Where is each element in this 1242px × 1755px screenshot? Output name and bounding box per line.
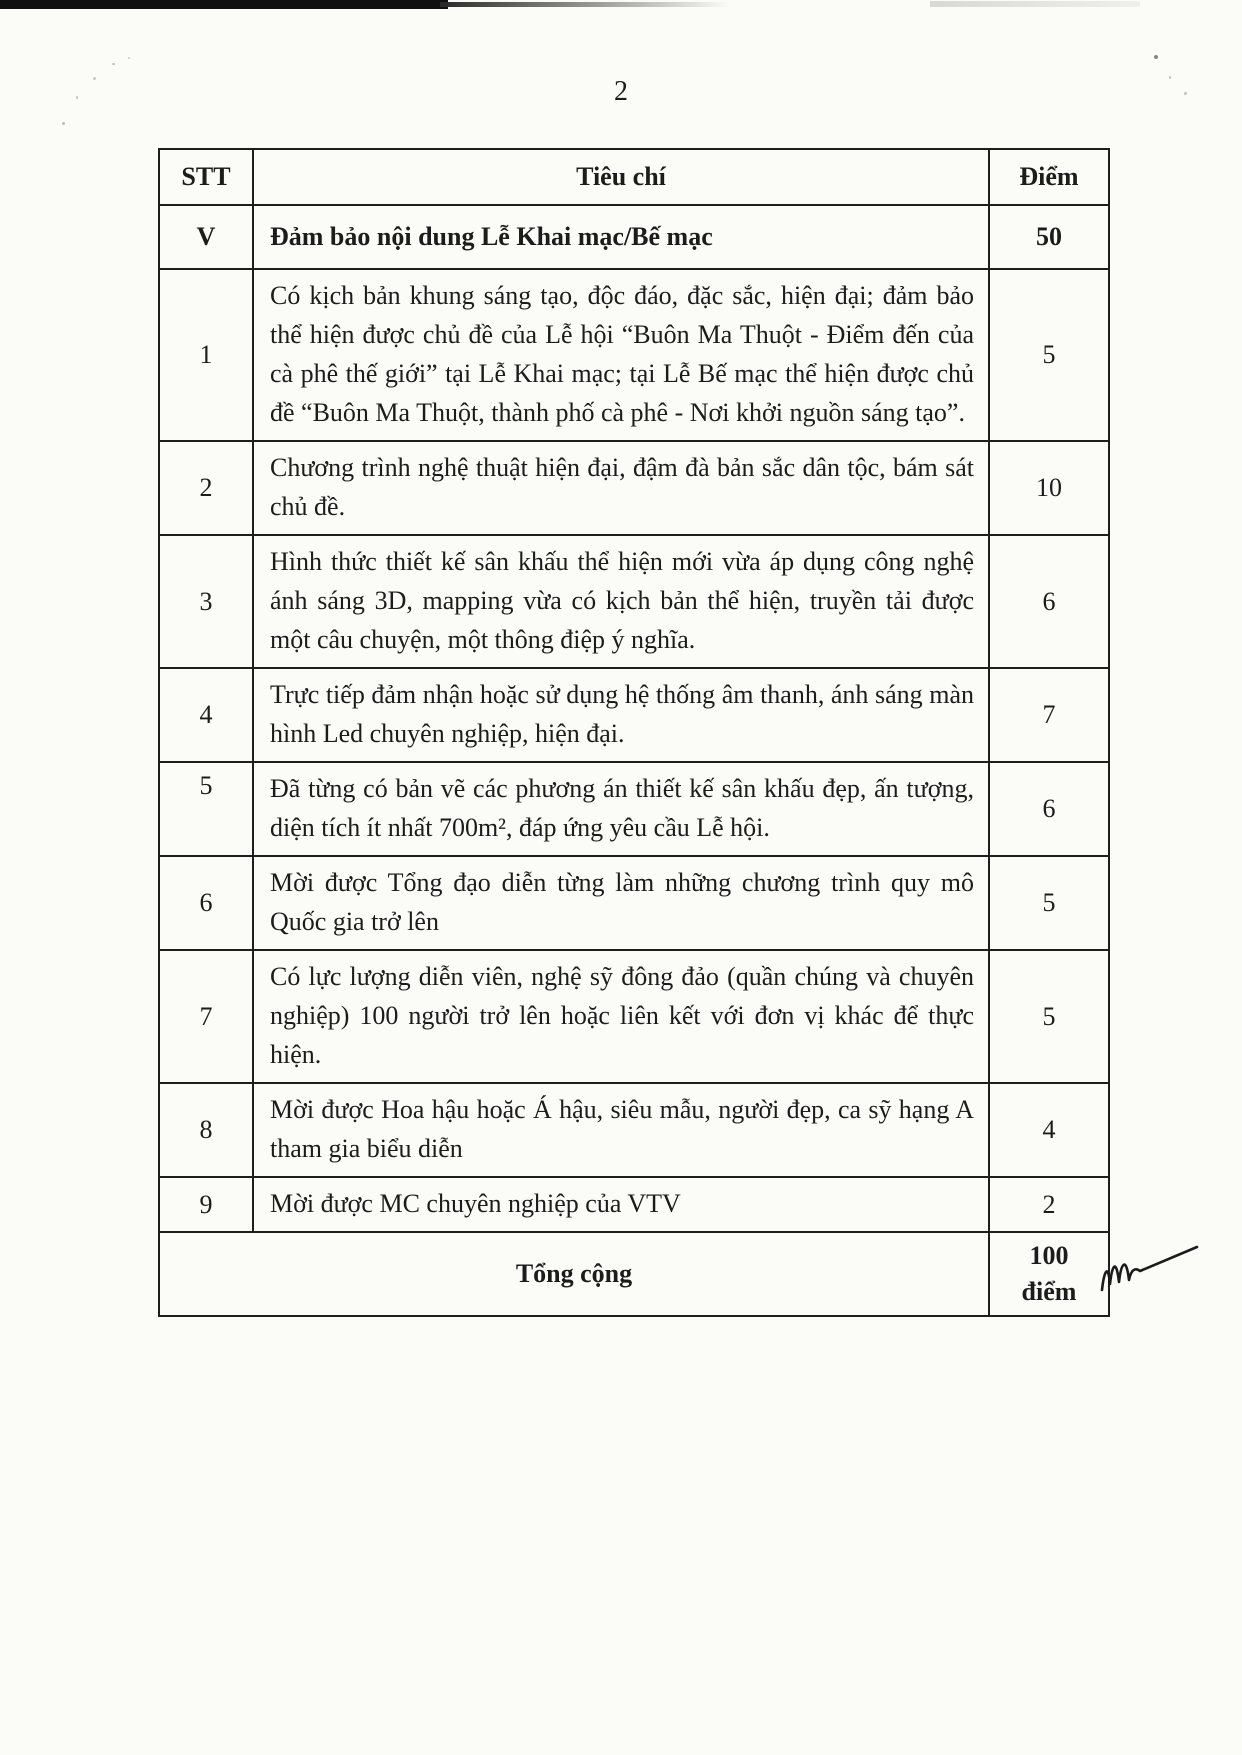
- scan-edge-bar: [0, 0, 448, 9]
- table-row: [159, 535, 1109, 668]
- row-points: 5: [989, 269, 1109, 441]
- row-criteria: Mời được Hoa hậu hoặc Á hậu, siêu mẫu, người đẹp, ca sỹ hạng A tham gia biểu diễn: [253, 1083, 989, 1177]
- row-criteria: Chương trình nghệ thuật hiện đại, đậm đà bản sắc dân tộc, bám sát chủ đề.: [253, 441, 989, 535]
- page-number: 2: [614, 76, 628, 107]
- row-points: 6: [989, 535, 1109, 668]
- row-criteria: Đảm bảo nội dung Lễ Khai mạc/Bế mạc: [253, 205, 989, 269]
- table-total-row: [159, 1232, 1109, 1316]
- row-points: 2: [989, 1177, 1109, 1232]
- criteria-table: [158, 148, 1110, 1317]
- row-points: 7: [989, 668, 1109, 762]
- row-stt: 2: [159, 441, 253, 535]
- row-stt: 4: [159, 668, 253, 762]
- row-points: 5: [989, 856, 1109, 950]
- row-stt: 3: [159, 535, 253, 668]
- table-header-row: [159, 149, 1109, 205]
- scan-speck: [1154, 55, 1158, 59]
- table-row: [159, 1177, 1109, 1232]
- row-points: 5: [989, 950, 1109, 1083]
- row-criteria: Có lực lượng diễn viên, nghệ sỹ đông đảo (quần chúng và chuyên nghiệp) 100 người trở lên hoặc liên kết với đơn vị khác để thực hiện.: [253, 950, 989, 1083]
- table-row: [159, 762, 1109, 856]
- handwritten-scribble: [1095, 1238, 1205, 1296]
- total-points: 100 điểm: [989, 1232, 1109, 1316]
- row-stt: 1: [159, 269, 253, 441]
- row-criteria: Mời được MC chuyên nghiệp của VTV: [253, 1177, 989, 1232]
- header-points: Điểm: [989, 149, 1109, 205]
- row-points: 50: [989, 205, 1109, 269]
- row-criteria: Trực tiếp đảm nhận hoặc sử dụng hệ thống âm thanh, ánh sáng màn hình Led chuyên nghiệp, hiện đại.: [253, 668, 989, 762]
- row-stt: 8: [159, 1083, 253, 1177]
- scan-speck: [112, 63, 115, 65]
- row-stt: V: [159, 205, 253, 269]
- scan-edge-fade: [440, 2, 730, 7]
- total-label: Tổng cộng: [159, 1232, 989, 1316]
- row-points: 10: [989, 441, 1109, 535]
- row-stt: 6: [159, 856, 253, 950]
- row-stt: 5: [159, 762, 253, 856]
- row-stt: 7: [159, 950, 253, 1083]
- row-criteria: Hình thức thiết kế sân khấu thể hiện mới vừa áp dụng công nghệ ánh sáng 3D, mapping vừa có kịch bản thể hiện, truyền tải được một câu chuyện, một thông điệp ý nghĩa.: [253, 535, 989, 668]
- row-criteria: Đã từng có bản vẽ các phương án thiết kế sân khấu đẹp, ấn tượng, diện tích ít nhất 700m², đáp ứng yêu cầu Lễ hội.: [253, 762, 989, 856]
- table-row: [159, 441, 1109, 535]
- row-criteria: Có kịch bản khung sáng tạo, độc đáo, đặc sắc, hiện đại; đảm bảo thể hiện được chủ đề của Lễ hội “Buôn Ma Thuột - Điểm đến của cà phê thế giới” tại Lễ Khai mạc; tại Lễ Bế mạc thể hiện được chủ đề “Buôn Ma Thuột, thành phố cà phê - Nơi khởi nguồn sáng tạo”.: [253, 269, 989, 441]
- table-row: [159, 1083, 1109, 1177]
- scan-speck: [62, 122, 65, 125]
- table-row: [159, 950, 1109, 1083]
- table-row: [159, 668, 1109, 762]
- table-section-row: [159, 205, 1109, 269]
- header-criteria: Tiêu chí: [253, 149, 989, 205]
- table-row: [159, 269, 1109, 441]
- row-stt: 9: [159, 1177, 253, 1232]
- scan-speck: [128, 57, 130, 59]
- row-criteria: Mời được Tổng đạo diễn từng làm những chương trình quy mô Quốc gia trở lên: [253, 856, 989, 950]
- table-row: [159, 856, 1109, 950]
- row-points: 4: [989, 1083, 1109, 1177]
- scan-smudge: [930, 1, 1140, 7]
- row-points: 6: [989, 762, 1109, 856]
- header-stt: STT: [159, 149, 253, 205]
